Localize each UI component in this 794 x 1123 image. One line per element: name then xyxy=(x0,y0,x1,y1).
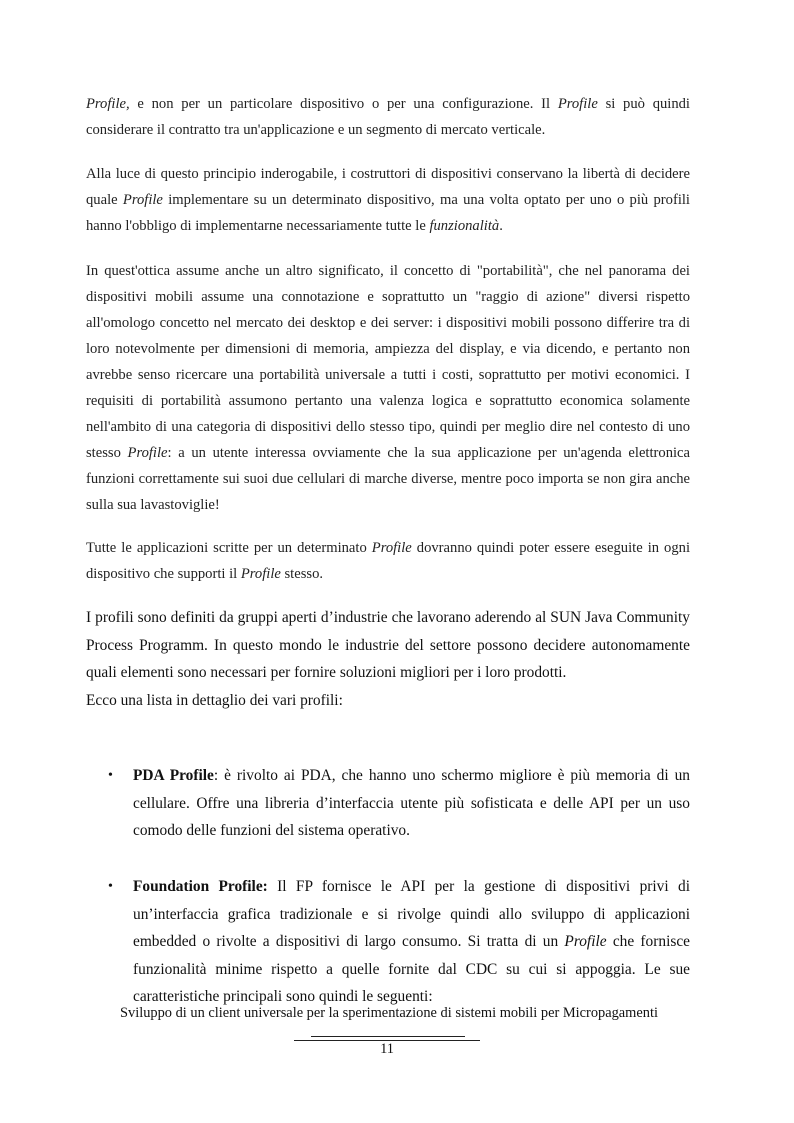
text-span: implementare su un determinato dispositivo, ma una volta optato per uno o più profili hanno l'obbligo di implementarne necessariamente tutte le xyxy=(86,192,690,234)
paragraph-profile-contract xyxy=(86,91,690,143)
paragraph-profiles-definition xyxy=(86,604,690,714)
italic-term: funzionalità xyxy=(429,218,500,234)
italic-term: Profile xyxy=(127,445,168,461)
italic-term: Profile xyxy=(557,96,598,112)
list-item-text: Il FP fornisce le API per la gestione di dispositivi privi di un’interfaccia grafica tradizionale e si rivolge quindi allo sviluppo di applicazioni embedded o rivolte a dispositivi di largo consumo. Si tratta di un xyxy=(133,878,690,950)
list-item-text: : è rivolto ai PDA, che hanno uno schermo migliore è più memoria di un cellulare. Offre una libreria d’interfaccia utente più sofisticata e delle API per un uso comodo delle funzioni del sistema operativo. xyxy=(133,767,690,839)
text-span: e non per un particolare dispositivo o per una configurazione. Il xyxy=(129,96,558,112)
text-span: Tutte le applicazioni scritte per un determinato xyxy=(86,540,372,556)
italic-term: Profile xyxy=(371,540,412,556)
italic-term: Profile, xyxy=(86,96,130,112)
text-span: si può quindi considerare il contratto tra un'applicazione e un segmento di mercato verticale. xyxy=(86,96,690,138)
page-number: 11 xyxy=(380,1041,394,1057)
text-span: . xyxy=(499,218,503,234)
text-span: dovranno quindi poter essere eseguite in ogni dispositivo che supporti il xyxy=(86,540,690,582)
list-item-foundation-profile xyxy=(86,873,690,1011)
paragraph-applications xyxy=(86,535,690,587)
list-item-text: che fornisce funzionalità minime rispetto a quelle fornite dal CDC su cui si appoggia. Le sue caratteristiche principali sono quindi le seguenti: xyxy=(133,933,690,1005)
text-span: stesso. xyxy=(280,566,324,582)
bullet-icon: • xyxy=(108,768,113,783)
text-span: Alla luce di questo principio inderogabile, i costruttori di dispositivi conservano la libertà di decidere quale xyxy=(86,166,690,208)
italic-term: Profile xyxy=(564,933,607,950)
paragraph-manufacturers xyxy=(86,161,690,239)
list-item-term: Foundation Profile: xyxy=(133,878,268,895)
footer-rule-inner xyxy=(311,1036,465,1037)
paragraph-text: I profili sono definiti da gruppi aperti d’industrie che lavorano aderendo al SUN Java Community Process Programm. In questo mondo le industrie del settore possono decidere autonomamente quali elementi sono necessari per fornire soluzioni migliori per i loro prodotti. xyxy=(86,609,690,681)
list-item-term: PDA Profile xyxy=(133,767,214,784)
italic-term: Profile xyxy=(240,566,281,582)
paragraph-portability xyxy=(86,258,690,518)
list-item-pda-profile xyxy=(86,762,690,845)
italic-term: Profile xyxy=(122,192,163,208)
footer-title: Sviluppo di un client universale per la sperimentazione di sistemi mobili per Micropagamenti xyxy=(120,1005,658,1021)
text-span: In quest'ottica assume anche un altro significato, il concetto di "portabilità", che nel panorama dei dispositivi mobili assume una connotazione e soprattutto un "raggio di azione" diversi rispetto all'omologo concetto nel mercato dei desktop e dei server: i dispositivi mobili possono differire tra di loro notevolmente per dimensioni di memoria, ampiezza del display, e via dicendo, e pertanto non avrebbe senso ricercare una portabilità universale a tutti i costi, soprattutto per motivi economici. I requisiti di portabilità assumono pertanto una valenza logica e soprattutto economica solamente nell'ambito di una categoria di dispositivi dello stesso tipo, quindi per meglio dire nel contesto di uno stesso xyxy=(86,263,690,461)
text-span: : a un utente interessa ovviamente che la sua applicazione per un'agenda elettronica funzioni correttamente sui suoi due cellulari di marche diverse, mentre poco importa se non gira anche sulla sua lavastoviglie! xyxy=(86,445,690,513)
list-intro: Ecco una lista in dettaglio dei vari profili: xyxy=(86,691,343,709)
bullet-icon: • xyxy=(108,879,113,894)
